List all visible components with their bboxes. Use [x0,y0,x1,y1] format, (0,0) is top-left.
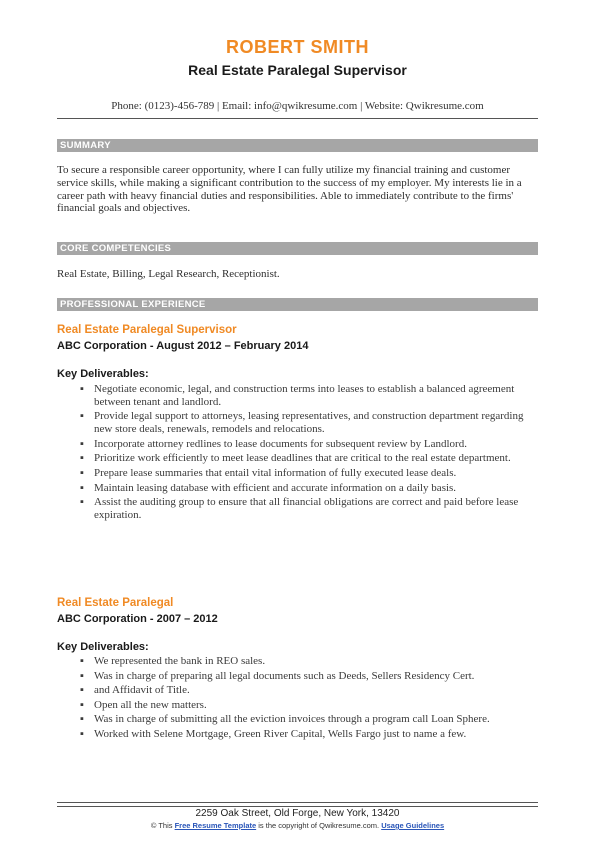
deliverable-item [80,728,540,741]
job-role: Real Estate Paralegal Supervisor [57,324,237,336]
bullet-icon: ▪ [80,727,84,740]
deliverable-item [80,383,540,409]
deliverable-text: Open all the new matters. [94,698,207,711]
summary-heading: SUMMARY [57,139,538,152]
deliverable-item [80,496,540,522]
deliverable-item [80,713,540,726]
bullet-icon: ▪ [80,684,84,697]
deliverable-item [80,482,540,495]
deliverables-list [80,383,540,524]
deliverable-text: Provide legal support to attorneys, leasing representatives, and construction department regarding new store deals, renewals, remodels and relocations. [94,410,524,436]
deliverable-item [80,467,540,480]
footer-address: 2259 Oak Street, Old Forge, New York, 13420 [195,808,400,819]
bullet-icon: ▪ [80,437,84,450]
footer-divider [57,802,538,803]
deliverable-item [80,670,540,683]
footer-divider-thin [57,806,538,807]
deliverable-text: Was in charge of preparing all legal documents such as Deeds, Sellers Residency Cert. [94,669,475,682]
free-resume-template-link[interactable]: Free Resume Template [174,821,257,830]
competencies-heading: CORE COMPETENCIES [57,242,538,255]
deliverable-text: Was in charge of submitting all the eviction invoices through a program call Loan Sphere. [94,713,490,726]
usage-guidelines-link[interactable]: Usage Guidelines [381,821,445,830]
bullet-icon: ▪ [80,496,84,509]
job-company: ABC Corporation - August 2012 – February 2014 [57,340,309,352]
bullet-icon: ▪ [80,452,84,465]
bullet-icon: ▪ [80,713,84,726]
bullet-icon: ▪ [80,383,84,395]
deliverable-item [80,684,540,697]
deliverable-text: Assist the auditing group to ensure that all financial obligations are correct and paid before lease expiration. [94,496,519,521]
experience-heading: PROFESSIONAL EXPERIENCE [57,298,538,311]
deliverable-item [80,699,540,712]
competencies-text: Real Estate, Billing, Legal Research, Receptionist. [57,268,280,280]
job-role: Real Estate Paralegal [57,597,174,609]
deliverable-text: Worked with Selene Mortgage, Green River Capital, Wells Fargo just to name a few. [94,727,467,740]
deliverable-text: Incorporate attorney redlines to lease documents for subsequent review by Landlord. [94,437,467,450]
deliverable-item [80,438,540,451]
candidate-name: ROBERT SMITH [226,37,369,57]
footer-copyright [0,821,595,830]
copyright-prefix: © This [150,821,175,830]
deliverables-list [80,655,540,743]
bullet-icon: ▪ [80,655,84,667]
bullet-icon: ▪ [80,410,84,423]
bullet-icon: ▪ [80,466,84,479]
deliverable-text: Maintain leasing database with efficient and accurate information on a daily basis. [94,481,457,494]
bullet-icon: ▪ [80,669,84,682]
job-company: ABC Corporation - 2007 – 2012 [57,613,218,625]
candidate-title: Real Estate Paralegal Supervisor [188,62,407,78]
copyright-middle: is the copyright of Qwikresume.com. [256,821,382,830]
deliverable-item [80,452,540,465]
deliverables-label: Key Deliverables: [57,368,149,380]
deliverables-label: Key Deliverables: [57,641,149,653]
deliverable-text: Negotiate economic, legal, and construction terms into leases to establish a balanced agreement between tenant and landlord. [94,383,515,408]
bullet-icon: ▪ [80,698,84,711]
deliverable-text: We represented the bank in REO sales. [94,655,266,667]
header-divider [57,118,538,119]
deliverable-text: Prepare lease summaries that entail vital information of fully executed lease deals. [94,466,457,479]
deliverable-text: and Affidavit of Title. [94,684,190,697]
contact-line: Phone: (0123)-456-789 | Email: info@qwikresume.com | Website: Qwikresume.com [111,100,484,112]
summary-text: To secure a responsible career opportunity, where I can fully utilize my financial training and customer service skills, while making a significant contribution to the success of my employer. My interests lie in a career path with heavy financial duties and responsibilities. Able to immediately contribute to the firms' financial goals and objectives. [57,164,522,215]
bullet-icon: ▪ [80,481,84,494]
deliverable-item [80,655,540,668]
deliverable-item [80,410,540,436]
deliverable-text: Prioritize work efficiently to meet lease deadlines that are critical to the real estate department. [94,452,511,465]
